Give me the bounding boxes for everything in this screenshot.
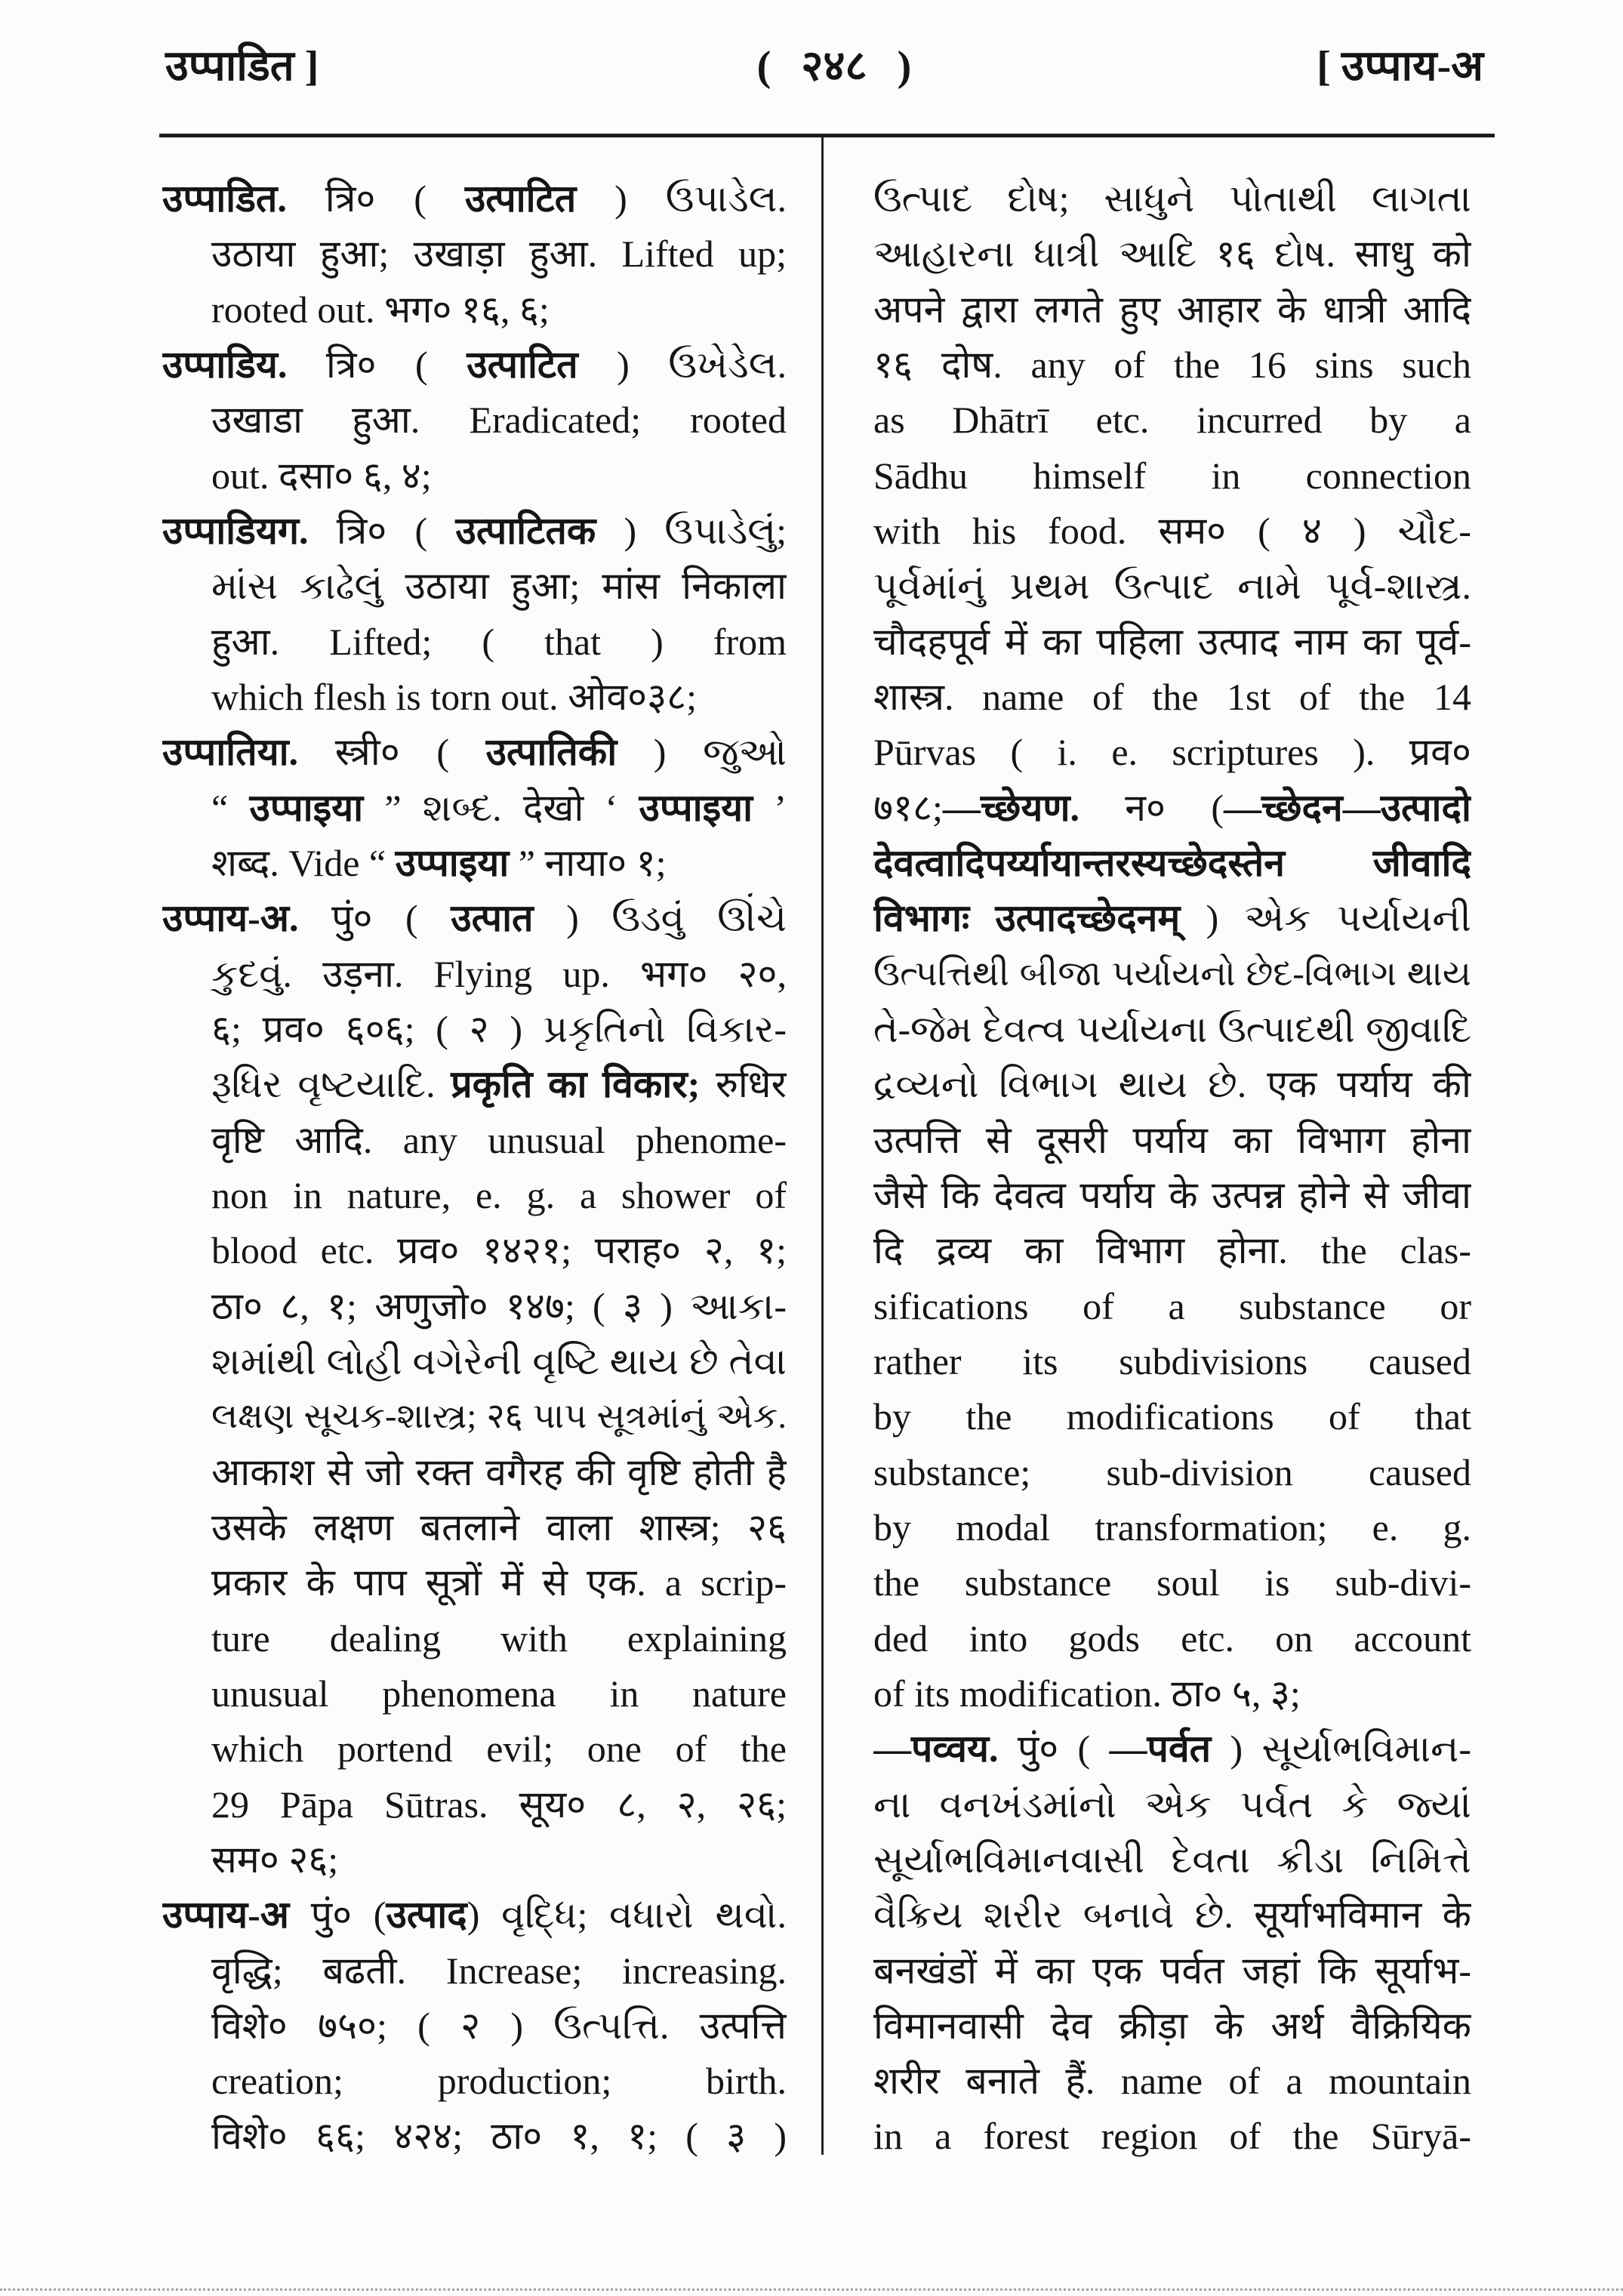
text-run: rooted out. भग० १६, ६; [211, 288, 550, 331]
entry-line [162, 725, 787, 780]
entry-line [873, 1666, 1471, 1721]
text-run: विशे० ७५०; ( २ ) ઉત્પત્તિ. उत्पत्ति [211, 2004, 787, 2047]
entry-line [873, 1168, 1471, 1223]
entry-line [162, 781, 787, 836]
entry-line [162, 1445, 787, 1500]
text-run: स्त्री० ( [298, 731, 486, 774]
entry-line [162, 1279, 787, 1334]
text-run: ) ઉપાડેલું; [596, 509, 787, 552]
text-run: ture dealing with explaining [211, 1616, 787, 1660]
dictionary-entry [162, 1888, 787, 2165]
entry-line [873, 1445, 1471, 1500]
entry-line [162, 1555, 787, 1610]
text-run: शब्द. Vide “ [211, 841, 396, 884]
bold-term: उप्पाइया [249, 786, 364, 829]
bold-term: उत्पात [451, 897, 534, 940]
entry-line [873, 1721, 1471, 1777]
text-run: sifications of a substance or [873, 1284, 1471, 1327]
text-run: त्रि० ( [287, 343, 467, 386]
text-run: by the modifications of that [873, 1395, 1471, 1438]
text-run: ) ઉખેડેલ. [577, 343, 787, 386]
dictionary-entry [162, 891, 787, 1888]
entry-line [162, 1888, 787, 1943]
text-run: ” नाया० १; [509, 841, 667, 884]
text-run: ઉત્પત્તિથી બીજા પર્યાયનો છેદ-વિભાગ થાય [873, 954, 1471, 994]
page-number: ( २४८ ) [756, 43, 912, 90]
text-run: शरीर बनाते हैं. name of a mountain [873, 2060, 1471, 2103]
entry-line [162, 670, 787, 725]
text-run: विशे० ६६; ४२४; ठा० १, १; ( ३ ) [211, 2115, 787, 2158]
entry-line [873, 1888, 1471, 1943]
bold-term: उप्पातिया. [162, 731, 299, 774]
text-run: with his food. सम० ( ४ ) ચૌદ- [873, 509, 1471, 552]
entry-line [162, 1611, 787, 1666]
text-run: पुं० ( [289, 1894, 387, 1937]
header-rule [159, 134, 1495, 137]
bold-term: उप्पाडिय. [162, 343, 288, 386]
entry-line [162, 1943, 787, 1999]
entry-line [873, 337, 1471, 393]
dictionary-entry [873, 171, 1471, 1721]
text-run: त्रि० ( [308, 509, 456, 552]
scan-edge [0, 2288, 1623, 2291]
text-run: प्रकार के पाप सूत्रों में से एक. a scrip- [211, 1561, 787, 1604]
text-run: of its modification. ठा० ५, ३; [873, 1672, 1301, 1715]
entry-line [162, 1057, 787, 1112]
text-run: out. दसा० ६, ४; [211, 454, 432, 497]
text-run: આહારના ધાત્રી આદિ १६ દોષ. साधु को [873, 233, 1471, 276]
text-run: दि द्रव्य का विभाग होना. the clas- [873, 1229, 1471, 1272]
entry-line [162, 337, 787, 393]
entry-line [873, 1611, 1471, 1666]
entry-line [162, 1777, 787, 1832]
text-run: विमानवासी देव क्रीड़ा के अर्थ वैक्रियिक [873, 2004, 1471, 2047]
entry-line [873, 670, 1471, 725]
text-run: आकाश से जो रक्त वगैरह की वृष्टि होती है [211, 1450, 787, 1493]
text-run: १६ दोष. any of the 16 sins such [873, 343, 1471, 386]
text-run: ) ઉપાડેલ. [576, 177, 787, 220]
text-run: પૂર્વમાંનું પ્રથમ ઉત્પાદ નામે પૂર્વ-શાસ્ત્ર. [873, 565, 1471, 608]
text-run: पुं० ( [298, 897, 451, 940]
text-run: अपने द्वारा लगते हुए आहार के धात्री आदि [873, 288, 1471, 331]
text-run: “ [211, 786, 250, 829]
entry-line [873, 836, 1471, 891]
bold-term: —च्छेयण. [942, 786, 1080, 829]
bold-term: देवत्वादिपर्य्यायान्तरस्यच्छेदस्तेन जीवादि [873, 841, 1471, 884]
entry-line [162, 1223, 787, 1278]
text-run: ६; प्रव० ६०६; ( २ ) પ્રકૃતિનો વિકાર- [211, 1007, 787, 1050]
entry-line [873, 1113, 1471, 1168]
entry-line [162, 1500, 787, 1555]
bold-term: प्रकृति का विकार; [451, 1063, 701, 1106]
entry-line [162, 1002, 787, 1057]
text-run: by modal transformation; e. g. [873, 1505, 1471, 1549]
bold-term: उत्पाटित [467, 343, 578, 386]
entry-line [873, 2109, 1471, 2164]
entry-line [873, 1777, 1471, 1832]
text-run: માંસ કાઢેલું उठाया हुआ; मांस निकाला [211, 565, 787, 608]
text-run: जैसे कि देवत्व पर्याय के उत्पन्न होने से जीवा [873, 1173, 1471, 1216]
text-run: ७१८; [873, 786, 943, 829]
text-run: blood etc. प्रव० १४२१; पराह० २, १; [211, 1229, 787, 1272]
entry-line [873, 725, 1471, 780]
entry-line [162, 1113, 787, 1168]
entry-line [873, 891, 1471, 946]
entry-line [162, 2054, 787, 2109]
text-run: ઉત્પાદ દોષ; સાધુને પોતાથી લાગતા [873, 177, 1471, 220]
text-run: उठाया हुआ; उखाड़ा हुआ. Lifted up; [211, 233, 787, 276]
text-run: शास्त्र. name of the 1st of the 14 [873, 675, 1471, 718]
bold-term: उत्पातिकी [485, 731, 617, 774]
entry-line [162, 227, 787, 282]
entry-line [873, 947, 1471, 1002]
entry-line [873, 504, 1471, 559]
entry-line [162, 1334, 787, 1389]
text-run: वृद्धि; बढती. Increase; increasing. [211, 1949, 787, 1992]
text-run: સૂર્યાભવિમાનવાસી દેવતા ક્રીડા નિમિત્તે [873, 1838, 1471, 1881]
text-run: सम० २६; [211, 1838, 339, 1881]
entry-line [162, 947, 787, 1002]
text-run: रुधिर [700, 1063, 787, 1106]
text-run: unusual phenomena in nature [211, 1672, 787, 1715]
text-run: वृष्टि आदि. any unusual phenome- [211, 1118, 787, 1161]
entry-line [873, 282, 1471, 337]
entry-line [873, 1002, 1471, 1057]
bold-term: उप्पाय-अ [162, 1894, 290, 1937]
entry-line [873, 227, 1471, 282]
text-run: न० ( [1079, 786, 1224, 829]
entry-line [162, 2109, 787, 2164]
right-column [873, 171, 1471, 2165]
bold-term: —पर्वत [1109, 1727, 1212, 1771]
bold-term: विभागः उत्पादच्छेदनम् [873, 897, 1181, 940]
text-run: as Dhātrī etc. incurred by a [873, 399, 1471, 442]
text-run: which flesh is torn out. ओव०३८; [211, 675, 698, 718]
dictionary-entry [162, 504, 787, 725]
text-run: non in nature, e. g. a shower of [211, 1173, 787, 1216]
entry-line [873, 1057, 1471, 1112]
column-divider [821, 137, 824, 2155]
entry-line [873, 781, 1471, 836]
dictionary-entry [162, 337, 787, 504]
dictionary-entry [162, 171, 787, 337]
text-run: રૂધિર વૃષ્ટયાદિ. [211, 1063, 451, 1106]
text-run: चौदहपूर्व में का पहिला उत्पाद नाम का पूर्व- [873, 620, 1471, 663]
entry-line [873, 1389, 1471, 1444]
entry-line [873, 448, 1471, 504]
text-run: કુદવું. उड़ना. Flying up. भग० २०, [211, 952, 787, 995]
entry-line [162, 559, 787, 614]
entry-line [873, 1279, 1471, 1334]
entry-line [873, 2054, 1471, 2109]
text-run: ) જુઓ [617, 731, 787, 774]
text-run: the substance soul is sub-divi- [873, 1561, 1471, 1604]
text-run: દ્રવ્યનો વિભાગ થાય છે. एक पर्याय की [873, 1063, 1471, 1106]
entry-line [162, 891, 787, 946]
running-head-left: उप्पाडित ] [165, 43, 319, 90]
left-column [162, 171, 787, 2165]
bold-term: उप्पाइया [639, 786, 753, 829]
entry-line [162, 393, 787, 448]
text-run: ded into gods etc. on account [873, 1616, 1471, 1660]
entry-line [162, 1666, 787, 1721]
entry-line [873, 1500, 1471, 1555]
entry-line [162, 1389, 787, 1444]
bold-term: उत्पाटितक [455, 509, 596, 552]
bold-term: उप्पाइया [395, 841, 510, 884]
text-run: વૈક્રિય શરીર બનાવે છે. सूर्याभविमान के [873, 1894, 1471, 1937]
entry-line [162, 1832, 787, 1888]
text-run: ) એક પર્યાયની [1180, 897, 1471, 940]
text-run: substance; sub-division caused [873, 1450, 1471, 1493]
bold-term: उत्पाटित [464, 177, 577, 220]
bold-term: उप्पाय-अ. [162, 897, 299, 940]
entry-line [873, 559, 1471, 614]
text-run: उसके लक्षण बतलाने वाला शास्त्र; २६ [211, 1505, 787, 1549]
text-run: उखाडा हुआ. Eradicated; rooted [211, 399, 787, 442]
entry-line [162, 836, 787, 891]
running-head-right: [ उप्पाय-अ [1317, 43, 1483, 90]
entry-line [162, 1721, 787, 1777]
text-run: creation; production; birth. [211, 2060, 787, 2103]
text-run: उत्पत्ति से दूसरी पर्याय का विभाग होना [873, 1118, 1471, 1161]
entry-line [873, 1943, 1471, 1999]
text-run: which portend evil; one of the [211, 1727, 787, 1771]
text-run: ના વનખંડમાંનો એક પર્વત કે જ્યાં [873, 1783, 1471, 1826]
entry-line [162, 282, 787, 337]
text-run: in a forest region of the Sūryā- [873, 2115, 1471, 2158]
entry-line [873, 615, 1471, 670]
bold-term: उत्पाद [386, 1894, 467, 1937]
entry-line [162, 448, 787, 504]
text-run: ठा० ८, १; अणुजो० १४७; ( ३ ) આકા- [211, 1284, 787, 1327]
entry-line [873, 393, 1471, 448]
text-run: ) ઉડવું ઊંચે [533, 897, 787, 940]
dictionary-entry [873, 1721, 1471, 2165]
bold-term: —च्छेदन—उत्पादो [1224, 786, 1471, 829]
text-run: તે-જેમ દેવત્વ પર્યાયના ઉત્પાદથી જીવાદિ [873, 1008, 1471, 1050]
text-run: લક્ષણ સૂચક-શાસ્ત્ર; २६ પાપ સૂત્રમાંનું એક. [211, 1398, 787, 1437]
bold-term: —पव्वय. [873, 1727, 999, 1771]
entry-line [873, 1334, 1471, 1389]
entry-line [873, 1832, 1471, 1888]
text-run: ) વૃદ્ધિ; વધારો થવો. [467, 1894, 787, 1937]
entry-line [162, 171, 787, 227]
text-run: rather its subdivisions caused [873, 1339, 1471, 1382]
entry-line [162, 1999, 787, 2054]
entry-line [873, 1555, 1471, 1610]
dictionary-entry [162, 725, 787, 891]
text-run: त्रि० ( [286, 177, 465, 220]
entry-line [873, 1999, 1471, 2054]
bold-term: उप्पाडियग. [162, 509, 309, 552]
entry-line [873, 1223, 1471, 1278]
text-run: ” શબ્દ. देखो ‘ [363, 786, 639, 829]
entry-line [162, 1168, 787, 1223]
entry-line [873, 171, 1471, 227]
entry-line [162, 504, 787, 559]
text-run: हुआ. Lifted; ( that ) from [211, 620, 787, 663]
text-run: Pūrvas ( i. e. scriptures ). प्रव० [873, 731, 1471, 774]
text-run: શમાંથી લોહી વગેરેની વૃષ્ટિ થાય છે તેવા [211, 1339, 787, 1382]
entry-line [162, 615, 787, 670]
text-run: ) સૂર્યાભવિમાન- [1211, 1727, 1471, 1771]
bold-term: उप्पाडित. [162, 177, 287, 220]
text-run: Sādhu himself in connection [873, 454, 1471, 497]
text-run: ’ [753, 786, 787, 829]
text-run: 29 Pāpa Sūtras. सूय० ८, २, २६; [211, 1783, 787, 1826]
text-run: बनखंडों में का एक पर्वत जहां कि सूर्याभ- [873, 1949, 1471, 1992]
text-run: पुं० ( [998, 1727, 1110, 1771]
